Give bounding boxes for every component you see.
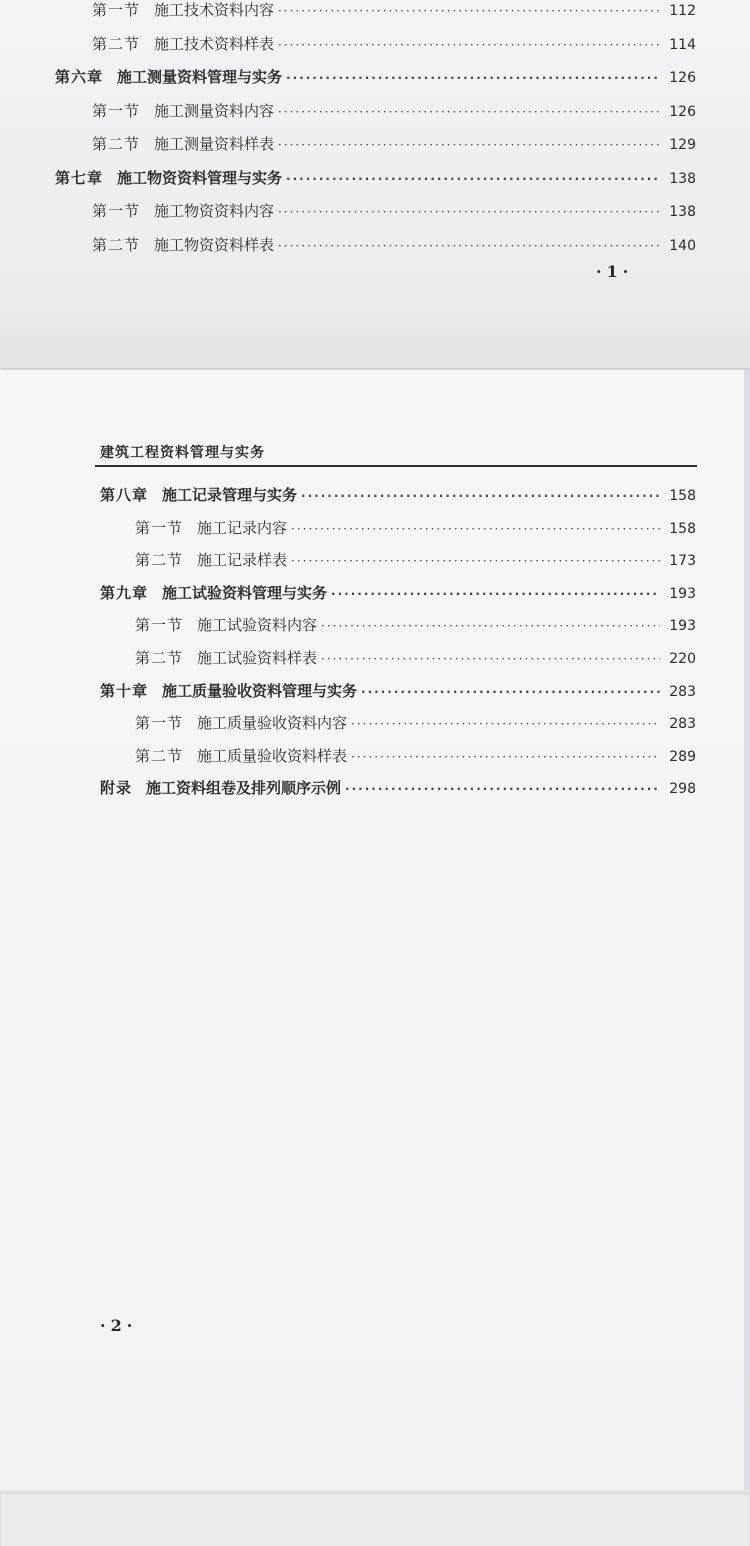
toc-entry-page-number: 220 bbox=[669, 651, 696, 667]
toc-section-row bbox=[135, 713, 696, 734]
dot-leader bbox=[331, 584, 660, 604]
toc-entry-page-number: 126 bbox=[669, 103, 696, 120]
toc-entry-page-number: 138 bbox=[669, 204, 696, 220]
dot-leader bbox=[321, 616, 660, 636]
toc-entry-page-number: 138 bbox=[669, 170, 696, 187]
toc-entry-page-number: 158 bbox=[669, 520, 696, 537]
toc-entry-page-number: 193 bbox=[669, 585, 696, 602]
toc-entry-label: 第一节 bbox=[92, 1, 141, 19]
dot-leader bbox=[278, 236, 660, 256]
toc-entry-label: 第二节 bbox=[92, 135, 141, 153]
toc-section-row bbox=[92, 134, 696, 155]
toc-entry-label: 第一节 bbox=[92, 202, 141, 220]
toc-entry-title: 施工记录样表 bbox=[197, 551, 288, 570]
toc-entry-page-number: 126 bbox=[669, 70, 696, 86]
toc-chapter-row bbox=[55, 67, 696, 88]
toc-section-row bbox=[92, 0, 696, 21]
toc-entry-page-number: 193 bbox=[669, 618, 696, 635]
header-rule bbox=[95, 465, 697, 467]
toc-section-row bbox=[135, 648, 696, 669]
page-number: ·2· bbox=[100, 1316, 138, 1335]
toc-entry-page-number: 298 bbox=[669, 781, 696, 798]
toc-entry-page-number: 173 bbox=[669, 553, 696, 570]
toc-entry-title: 施工物资资料管理与实务 bbox=[117, 168, 283, 187]
toc-entry-page-number: 129 bbox=[669, 137, 696, 153]
toc-section-row bbox=[92, 201, 696, 222]
toc-entry-label: 第七章 bbox=[55, 168, 104, 187]
toc-chapter-row bbox=[100, 485, 696, 506]
toc-entry-label: 第一节 bbox=[135, 518, 184, 537]
toc-entry-label: 附录 bbox=[100, 779, 133, 798]
dot-leader bbox=[345, 779, 660, 799]
toc-page-1 bbox=[0, 0, 750, 368]
dot-leader bbox=[291, 551, 660, 571]
dot-leader bbox=[291, 519, 660, 539]
toc-entry-label: 第一节 bbox=[135, 616, 184, 635]
toc-chapter-row bbox=[55, 168, 696, 189]
toc-chapter-row bbox=[100, 778, 696, 799]
toc-entry-title: 施工测量资料管理与实务 bbox=[117, 68, 283, 86]
toc-entry-label: 第二节 bbox=[92, 235, 141, 254]
toc-entry-title: 施工物资资料样表 bbox=[154, 235, 275, 254]
toc-entry-label: 第一节 bbox=[92, 101, 141, 120]
dot-leader bbox=[351, 714, 660, 734]
toc-entry-label: 第十章 bbox=[100, 681, 149, 700]
toc-entry-page-number: 140 bbox=[669, 237, 696, 254]
toc-entry-label: 第二节 bbox=[135, 746, 184, 765]
toc-entry-title: 施工资料组卷及排列顺序示例 bbox=[146, 779, 342, 798]
toc-entry-title: 施工物资资料内容 bbox=[154, 202, 275, 220]
toc-chapter-row bbox=[100, 681, 696, 702]
dot-leader bbox=[286, 169, 660, 189]
page-number: ·1· bbox=[596, 262, 634, 281]
toc-entry-title: 施工记录管理与实务 bbox=[162, 486, 298, 504]
dot-leader bbox=[361, 682, 660, 702]
toc-entry-page-number: 112 bbox=[669, 3, 696, 19]
toc-section-row bbox=[135, 550, 696, 571]
dot-leader bbox=[278, 102, 660, 122]
toc-entry-page-number: 283 bbox=[669, 683, 696, 700]
dot-leader bbox=[351, 747, 660, 767]
running-header: 建筑工程资料管理与实务 bbox=[100, 445, 265, 461]
dot-leader bbox=[321, 649, 660, 669]
toc-entry-label: 第八章 bbox=[100, 486, 149, 504]
toc-section-row bbox=[92, 235, 696, 256]
toc-entry-title: 施工试验资料内容 bbox=[197, 616, 318, 635]
dot-leader bbox=[301, 486, 660, 506]
dot-leader bbox=[286, 68, 660, 88]
toc-entry-title: 施工质量验收资料内容 bbox=[197, 714, 348, 733]
toc-entry-label: 第六章 bbox=[55, 68, 104, 86]
toc-entry-page-number: 158 bbox=[669, 488, 696, 504]
dot-leader bbox=[278, 135, 660, 155]
toc-entry-title: 施工试验资料管理与实务 bbox=[162, 583, 328, 602]
toc-entry-title: 施工技术资料内容 bbox=[154, 1, 275, 19]
dot-leader bbox=[278, 202, 660, 222]
toc-entry-label: 第二节 bbox=[135, 551, 184, 570]
toc-entry-label: 第九章 bbox=[100, 583, 149, 602]
toc-section-row bbox=[135, 746, 696, 767]
toc-chapter-row bbox=[100, 583, 696, 604]
toc-entry-title: 施工测量资料内容 bbox=[154, 101, 275, 120]
toc-entry-title: 施工试验资料样表 bbox=[197, 649, 318, 667]
next-page-edge bbox=[0, 1492, 750, 1546]
toc-page-2 bbox=[0, 370, 750, 1490]
toc-section-row bbox=[135, 518, 696, 539]
dot-leader bbox=[278, 35, 660, 55]
toc-entry-label: 第二节 bbox=[92, 34, 141, 53]
toc-entry-page-number: 283 bbox=[669, 716, 696, 733]
toc-section-row bbox=[92, 34, 696, 55]
toc-entry-title: 施工质量验收资料管理与实务 bbox=[162, 681, 358, 700]
toc-entry-title: 施工测量资料样表 bbox=[154, 135, 275, 153]
toc-entry-label: 第二节 bbox=[135, 649, 184, 667]
toc-entry-title: 施工质量验收资料样表 bbox=[197, 746, 348, 765]
toc-entry-page-number: 114 bbox=[669, 36, 696, 53]
toc-entry-title: 施工技术资料样表 bbox=[154, 34, 275, 53]
toc-section-row bbox=[135, 615, 696, 636]
toc-entry-title: 施工记录内容 bbox=[197, 518, 288, 537]
toc-section-row bbox=[92, 101, 696, 122]
dot-leader bbox=[278, 1, 660, 21]
toc-entry-page-number: 289 bbox=[669, 748, 696, 765]
toc-entry-label: 第一节 bbox=[135, 714, 184, 733]
